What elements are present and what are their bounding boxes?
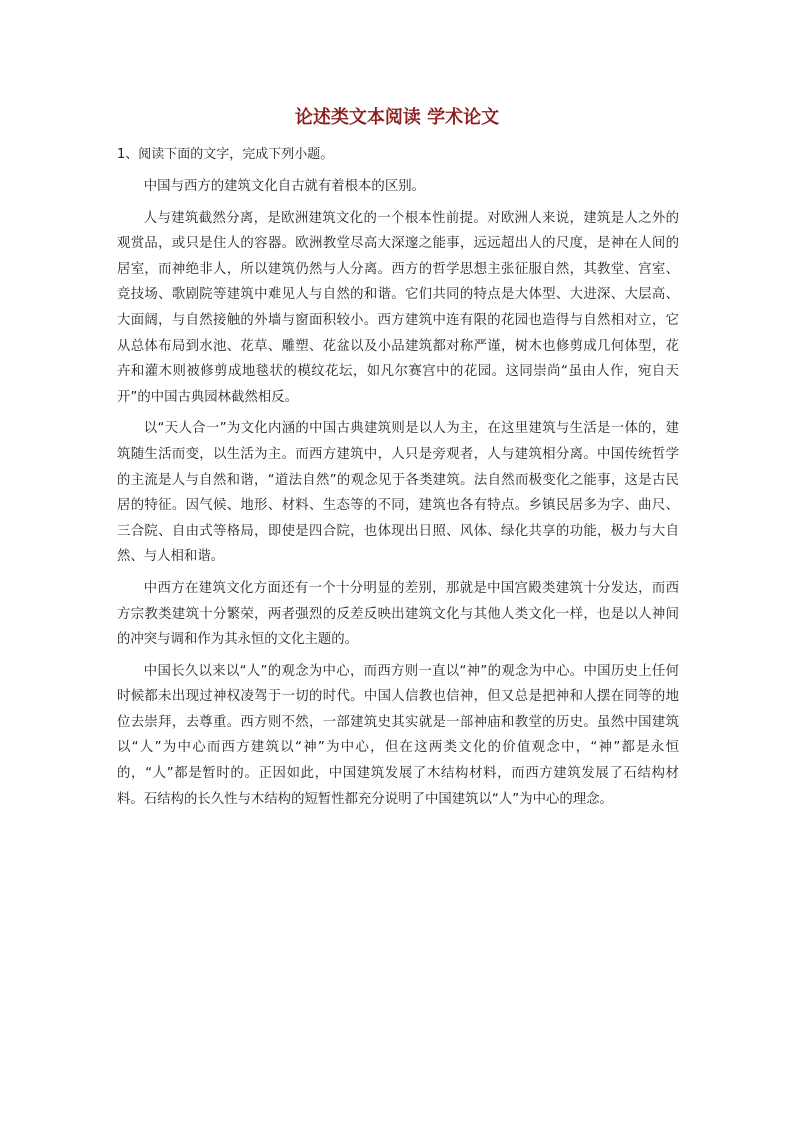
article-body <box>117 174 679 818</box>
paragraph-5: 中国长久以来以“人”的观念为中心，而西方则一直以“神”的观念为中心。中国历史上任何时候都未出现过神权凌驾于一切的时代。中国人信教也信神，但又总是把神和人摆在同等的地位去崇拜，去尊重。西方则不然，一部建筑史其实就是一部神庙和教堂的历史。虽然中国建筑以“人”为中心而西方建筑以“神”为中心，但在这两类文化的价值观念中，“神”都是永恒的，“人”都是暂时的。正因如此，中国建筑发展了木结构材料，而西方建筑发展了石结构材料。石结构的长久性与木结构的短暂性都充分说明了中国建筑以“人”为中心的理念。 <box>117 663 679 807</box>
question-prompt: 1、阅读下面的文字，完成下列小题。 <box>117 147 334 162</box>
paragraph-4: 中西方在建筑文化方面还有一个十分明显的差别，那就是中国宫殿类建筑十分发达，而西方宗教类建筑十分繁荣，两者强烈的反差反映出建筑文化与其他人类文化一样，也是以人神间的冲突与调和作为其永恒的文化主题的。 <box>117 580 679 648</box>
paragraph-1: 中国与西方的建筑文化自古就有着根本的区别。 <box>143 179 425 194</box>
paragraph-2: 人与建筑截然分离，是欧洲建筑文化的一个根本性前提。对欧洲人来说，建筑是人之外的观赏品，或只是住人的容器。欧洲教堂尽高大深邃之能事，远远超出人的尺度，是神在人间的居室，而神绝非人，所以建筑仍然与人分离。西方的哲学思想主张征服自然，其教堂、宫室、竞技场、歌剧院等建筑中难见人与自然的和谐。它们共同的特点是大体型、大进深、大层高、大面阔，与自然接触的外墙与窗面积较小。西方建筑中连有限的花园也造得与自然相对立，它从总体布局到水池、花草、雕塑、花盆以及小品建筑都对称严谨，树木也修剪成几何体型，花卉和灌木则被修剪成地毯状的模纹花坛，如凡尔赛宫中的花园。这同崇尚“虽由人作，宛自天开”的中国古典园林截然相反。 <box>117 210 679 405</box>
document-title: 论述类文本阅读 学术论文 <box>294 107 500 128</box>
paragraph-3: 以“天人合一”为文化内涵的中国古典建筑则是以人为主，在这里建筑与生活是一体的，建筑随生活而变，以生活为主。而西方建筑中，人只是旁观者，人与建筑相分离。中国传统哲学的主流是人与自然和谐，“道法自然”的观念见于各类建筑。法自然而极变化之能事，这是古民居的特征。因气候、地形、材料、生态等的不同，建筑也各有特点。乡镇民居多为字、曲尺、三合院、自由式等格局，即使是四合院，也体现出日照、风体、绿化共享的功能，极力与大自然、与人相和谐。 <box>117 421 679 565</box>
